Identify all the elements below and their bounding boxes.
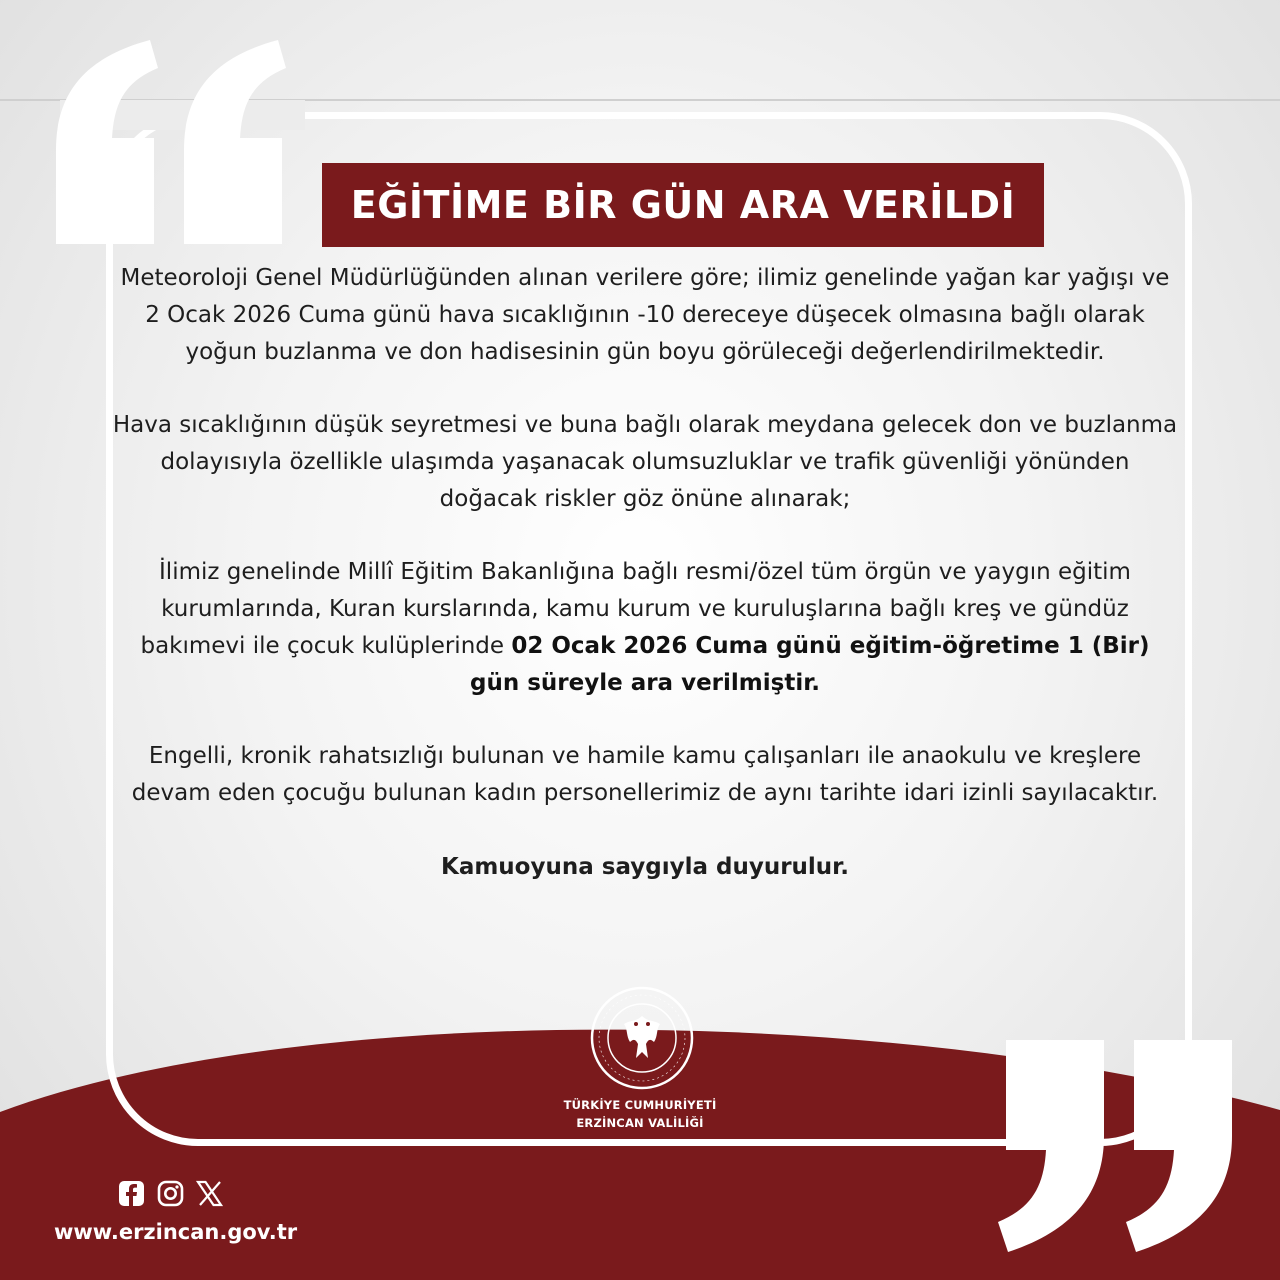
instagram-icon[interactable] <box>157 1180 184 1207</box>
website-link[interactable]: www.erzincan.gov.tr <box>54 1220 298 1244</box>
paragraph-3 <box>112 554 1178 701</box>
open-quote-icon <box>54 38 286 244</box>
social-icons <box>118 1180 223 1207</box>
title-banner <box>322 163 1044 247</box>
paragraph-3-bold: 02 Ocak 2026 Cuma günü eğitim-öğretime 1 (Bir) gün süreyle ara verilmiştir. <box>469 632 1150 696</box>
org-name-line2: ERZİNCAN VALİLİĞİ <box>576 1116 704 1130</box>
paragraph-3-text: İlimiz genelinde Millî Eğitim Bakanlığına bağlı resmi/özel tüm örgün ve yaygın eğitim kurumlarında, Kuran kurslarında, kamu kurum ve kuruluşlarına bağlı kreş ve gündüz bakımevi ile çocuk kulüplerinde <box>140 559 1131 659</box>
paragraph-4: Engelli, kronik rahatsızlığı bulunan ve hamile kamu çalışanları ile anaokulu ve kreşlere devam eden çocuğu bulunan kadın personellerimiz de aynı tarihte idari izinli sayılacaktır. <box>131 743 1159 807</box>
facebook-icon[interactable] <box>118 1180 145 1207</box>
x-icon[interactable] <box>196 1180 223 1207</box>
closing-line: Kamuoyuna saygıyla duyurulur. <box>441 853 849 880</box>
announcement-body <box>112 260 1178 922</box>
paragraph-2: Hava sıcaklığının düşük seyretmesi ve buna bağlı olarak meydana gelecek don ve buzlanma dolayısıyla özellikle ulaşımda yaşanacak olumsuzluklar ve trafik güvenliği yönünden doğacak riskler göz önüne alınarak; <box>112 412 1178 512</box>
close-quote-icon <box>996 1040 1236 1252</box>
page-title: EĞİTİME BİR GÜN ARA VERİLDİ <box>350 183 1016 227</box>
governorship-seal-logo <box>590 986 694 1090</box>
org-name-line1: TÜRKİYE CUMHURİYETİ <box>563 1098 717 1112</box>
paragraph-1: Meteoroloji Genel Müdürlüğünden alınan verilere göre; ilimiz genelinde yağan kar yağışı ve 2 Ocak 2026 Cuma günü hava sıcaklığının -10 dereceye düşecek olmasına bağlı olarak yoğun buzlanma ve don hadisesinin gün boyu görüleceği değerlendirilmektedir. <box>120 265 1170 365</box>
